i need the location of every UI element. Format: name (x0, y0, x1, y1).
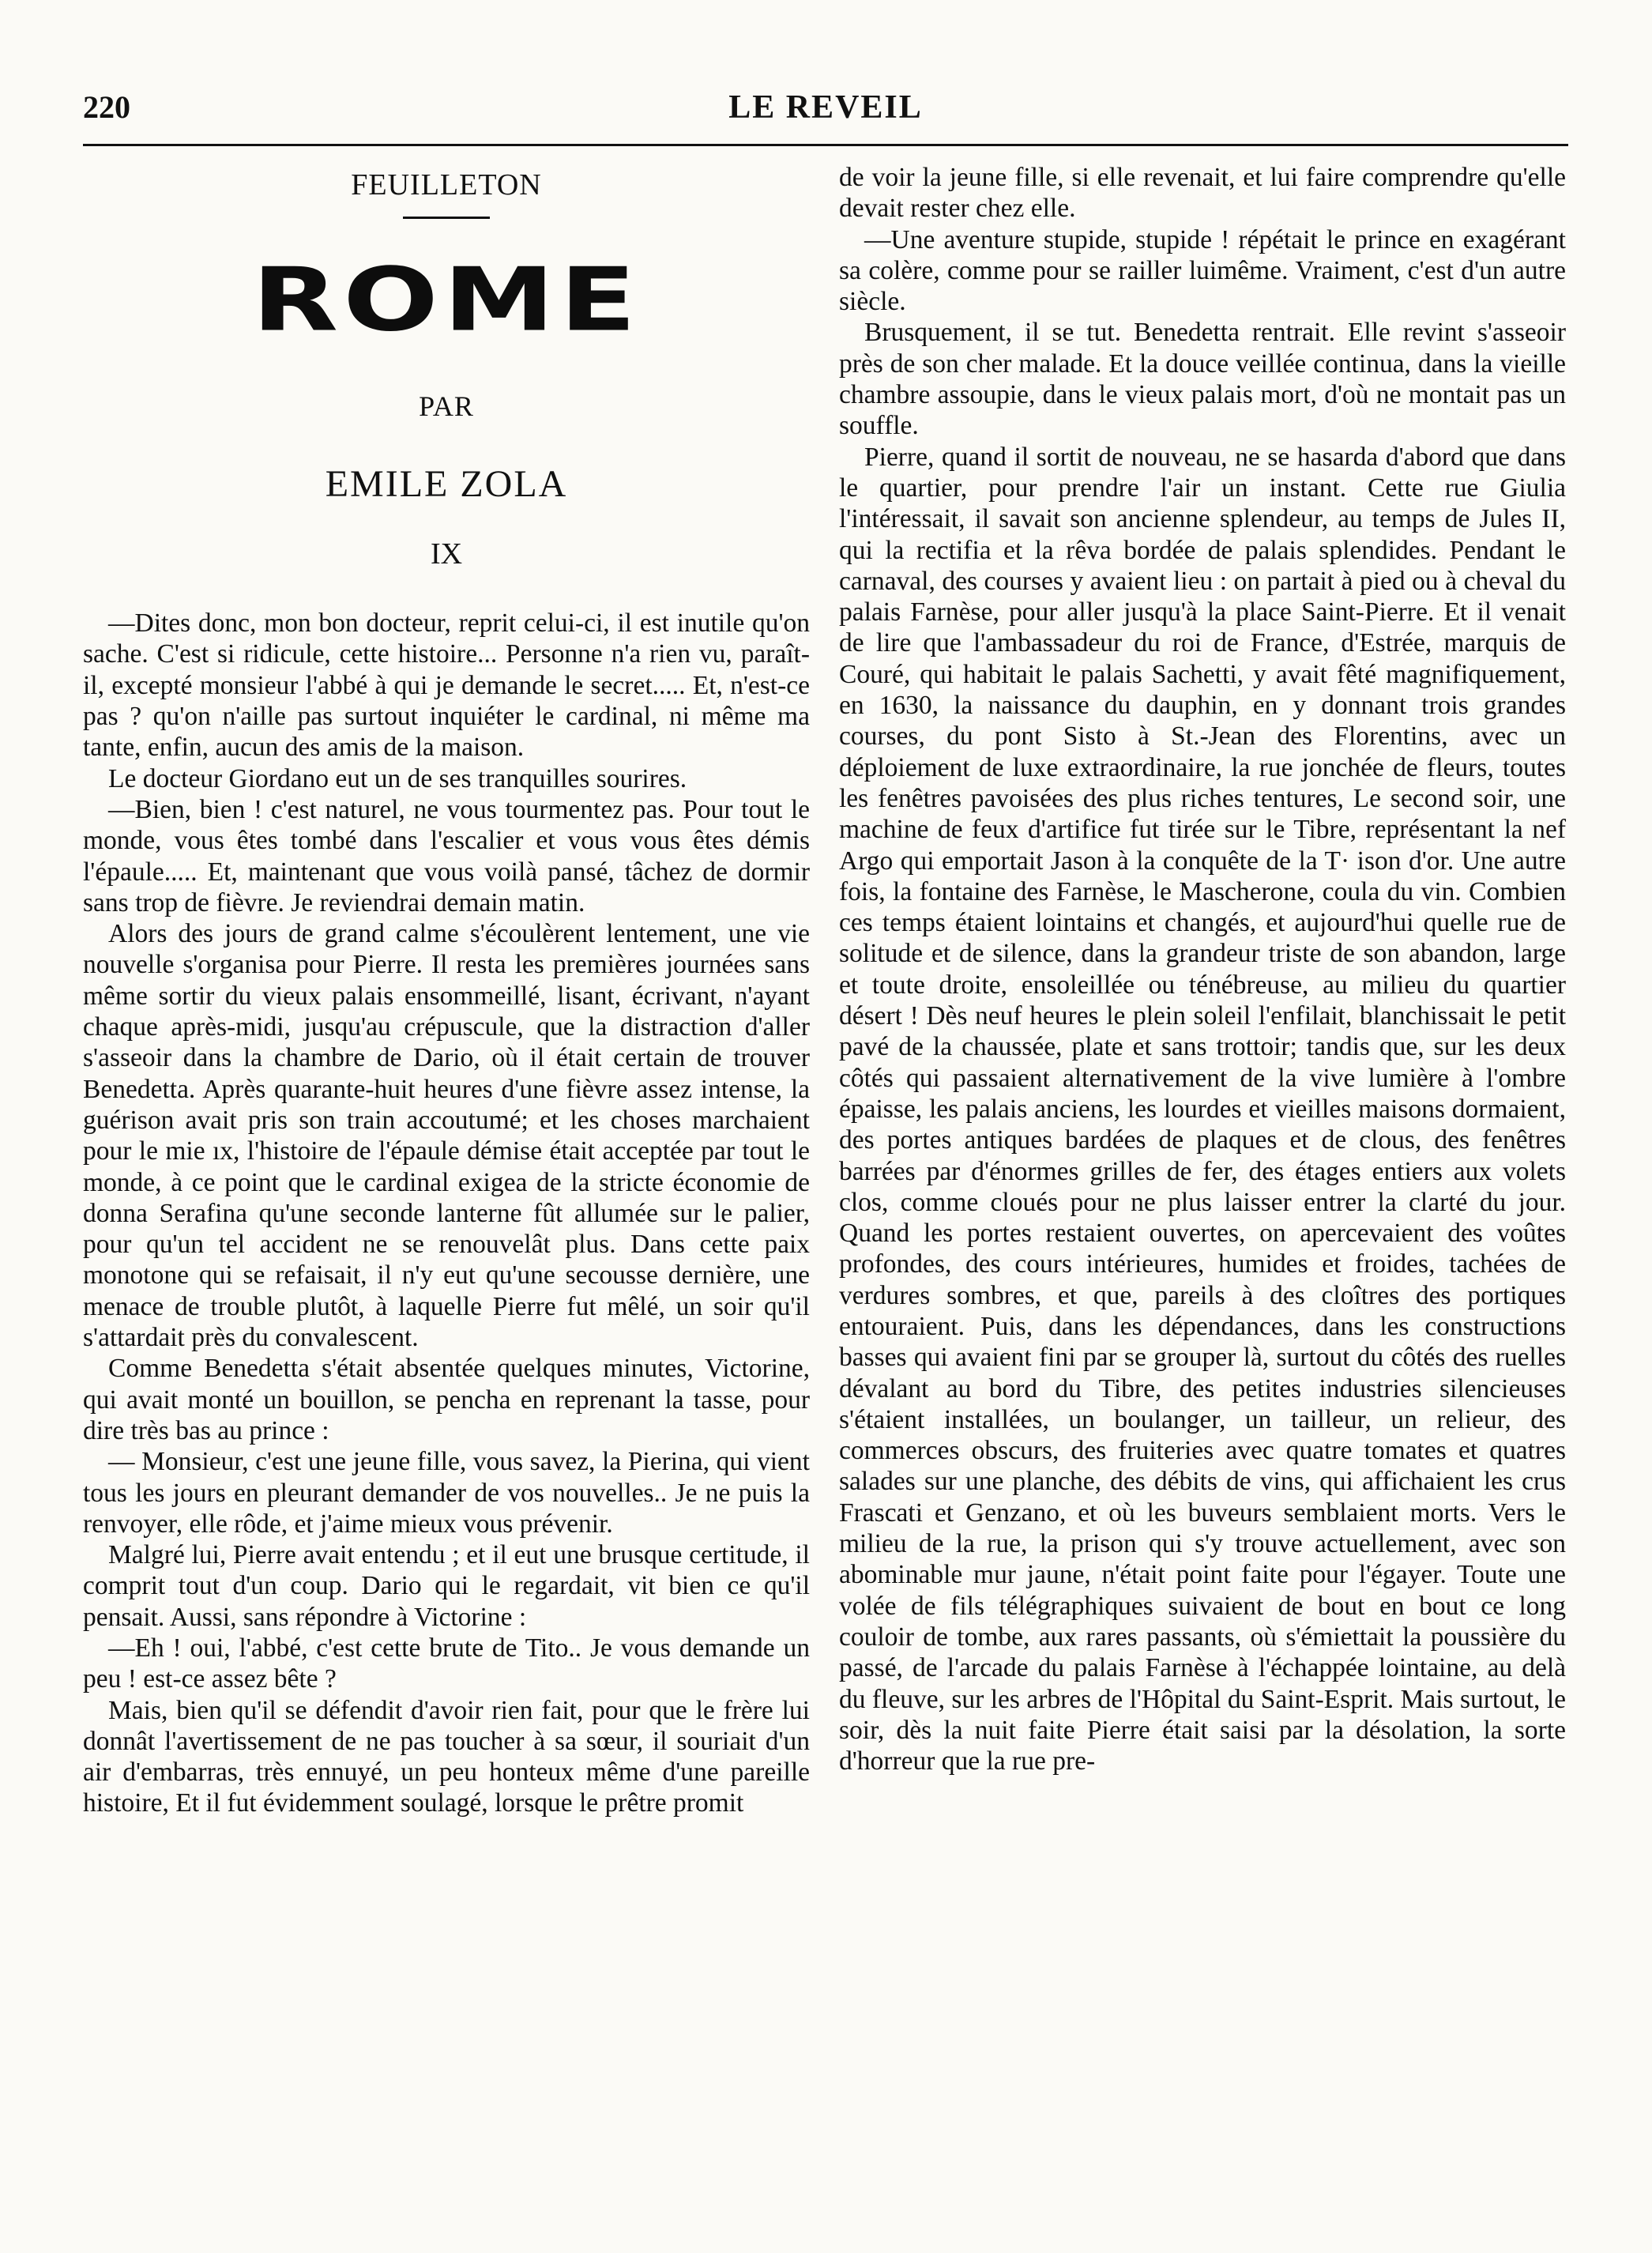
section-label: FEUILLETON (351, 168, 542, 202)
chapter-number: IX (430, 537, 463, 571)
paragraph: Alors des jours de grand calme s'écoulèrent lentement, une vie nouvelle s'organisa pour Pierre. Il resta les premières journées sans même sortir du vieux palais ensommeillé, lisant, écrivant, n'ayant chaque après-midi, jusqu'au crépuscule, que la distraction d'aller s'asseoir dans la chambre de Dario, où il était certain de trouver Benedetta. Après quarante-huit heures d'une fièvre assez intense, la guérison avait pris son train accoutumé; et les choses marchaient pour le mie ıx, l'histoire de l'épaule démise était acceptée par tout le monde, à ce point que le cardinal exigea de la stricte économie de donna Serafina qu'une seconde lanterne fût allumée sur le palier, pour qu'un tel accident ne se renouvelât plus. Dans cette paix monotone qui se refaisait, il n'y eut qu'une secousse dernière, une menace de trouble plutôt, à laquelle Pierre fut mêlé, un soir qu'il s'attardait près du convalescent. (83, 919, 810, 1353)
paragraph: —Eh ! oui, l'abbé, c'est cette brute de Tito.. Je vous demande un peu ! est-ce assez bête ? (83, 1633, 810, 1694)
paragraph: Malgré lui, Pierre avait entendu ; et il eut une brusque certitude, il comprit tout d'un coup. Dario qui le regardait, vit bien ce qu'il pensait. Aussi, sans répondre à Victorine : (83, 1540, 810, 1632)
serial-title: ROME (251, 249, 642, 352)
author-name: EMILE ZOLA (325, 462, 568, 505)
page-number: 220 (83, 89, 130, 125)
left-column (83, 162, 810, 1819)
feuilleton-heading (83, 170, 810, 570)
paragraph: —Une aventure stupide, stupide ! répétait le prince en exagérant sa colère, comme pour se railler luimême. Vraiment, c'est d'un autre siècle. (839, 224, 1566, 317)
header-rule (83, 144, 1568, 146)
paragraph: Comme Benedetta s'était absentée quelques minutes, Victorine, qui avait monté un bouillon, se pencha en reprenant la tasse, pour dire très bas au prince : (83, 1354, 810, 1445)
byline-label: PAR (419, 390, 474, 423)
paragraph-continuation: de voir la jeune fille, si elle revenait, et lui faire comprendre qu'elle devait rester chez elle. (839, 163, 1566, 224)
right-column (839, 162, 1566, 1776)
paragraph: —Bien, bien ! c'est naturel, ne vous tourmentez pas. Pour tout le monde, vous êtes tombé dans l'escalier et vous vous êtes démis l'épaule..... Et, maintenant que vous voilà pansé, tâchez de dormir sans trop de fièvre. Je reviendrai demain matin. (83, 794, 810, 917)
running-title: LE REVEIL (728, 89, 923, 126)
paragraph: Pierre, quand il sortit de nouveau, ne se hasarda d'abord que dans le quartier, pour prendre l'air un instant. Cette rue Giulia l'intéressait, il savait son ancienne splendeur, au temps de Jules II, qui la rectifia et la rêva bordée de palais splendides. Pendant le carnaval, des courses y avaient lieu : on partait à pied ou à cheval du palais Farnèse, pour aller jusqu'à la place Saint-Pierre. Et il venait de lire que l'ambassadeur du roi de France, d'Estrée, marquis de Couré, qui habitait le palais Sachetti, y avait fêté magnifiquement, en 1630, la naissance du dauphin, en y donnant trois grandes courses, du pont Sisto à St.-Jean des Florentins, avec un déploiement de luxe extraordinaire, la rue jonchée de fleurs, toutes les fenêtres pavoisées des plus riches tentures, Le second soir, une machine de feux d'artifice fut tirée sur le Tibre, représentant la nef Argo qui emportait Jason à la conquête de la T· ison d'or. Une autre fois, la fontaine des Farnèse, le Mascherone, coula du vin. Combien ces temps étaient lointains et changés, et aujourd'hui quelle rue de solitude et de silence, dans la grandeur triste de son abandon, large et toute droite, ensoleillée ou ténébreuse, au milieu du quartier désert ! Dès neuf heures le plein soleil l'enfilait, blanchissait le petit pavé de la chaussée, plate et sans trottoir; tandis que, sur les deux côtés qui passaient alternativement de la vive lumière à l'ombre épaisse, les palais anciens, les lourdes et vieilles maisons dormaient, des portes antiques bardées de plaques et de clous, des fenêtres barrées par d'énormes grilles de fer, des étages entiers aux volets clos, comme cloués pour ne plus laisser entrer la clarté du jour. Quand les portes restaient ouvertes, on apercevaient des voûtes profondes, des cours intérieures, humides et froides, tachées de verdures sombres, et que, pareils à des cloîtres des portiques entouraient. Puis, dans les dépendances, dans les constructions basses qui avaient fini par se grouper là, surtout du côtés des ruelles dévalant au bord du Tibre, des petites industries silencieuses s'étaient installées, un boulanger, un tailleur, un relieur, des commerces obscurs, des fruiteries avec quatre tomates et quatres salades sur une planche, des débits de vins, qui affichaient les crus Frascati et Genzano, et où les buveurs semblaient morts. Vers le milieu de la rue, la prison qui s'y trouve actuellement, avec son abominable mur jaune, n'était point faite pour l'égayer. Toute une volée de fils télégraphiques suivaient de bout en bout ce long couloir de tombe, aux rares passants, où s'émiettait la poussière du passé, de l'arcade du palais Farnèse à l'échappée lointaine, au delà du fleuve, sur les arbres de l'Hôpital du Saint-Esprit. Mais surtout, le soir, dès la nuit faite Pierre était saisi par la désolation, la sorte d'horreur que la rue pre- (839, 442, 1566, 1776)
page-header (83, 89, 1568, 136)
paragraph: — Monsieur, c'est une jeune fille, vous savez, la Pierina, qui vient tous les jours en pleurant demander de vos nouvelles.. Je ne puis la renvoyer, elle rôde, et j'aime mieux vous prévenir. (83, 1447, 810, 1539)
paragraph: Brusquement, il se tut. Benedetta rentrait. Elle revint s'asseoir près de son cher malade. Et la douce veillée continua, dans la vieille chambre assoupie, dans le vieux palais mort, d'où ne montait pas un souffle. (839, 318, 1566, 441)
paragraph: Mais, bien qu'il se défendit d'avoir rien fait, pour que le frère lui donnât l'avertissement de ne pas toucher à sa sœur, il souriait d'un air d'embarras, très ennuyé, un peu honteux même d'une pareille histoire, Et il fut évidemment soulagé, lorsque le prêtre promit (83, 1695, 810, 1818)
paragraph: —Dites donc, mon bon docteur, reprit celui-ci, il est inutile qu'on sache. C'est si ridicule, cette histoire... Personne n'a rien vu, paraît-il, excepté monsieur l'abbé à qui je demande le secret..... Et, n'est-ce pas ? qu'on n'aille pas surtout inquiéter le cardinal, ni même ma tante, enfin, aucun des amis de la maison. (83, 608, 810, 763)
paragraph: Le docteur Giordano eut un de ses tranquilles sourires. (108, 763, 687, 793)
section-divider (403, 217, 490, 219)
